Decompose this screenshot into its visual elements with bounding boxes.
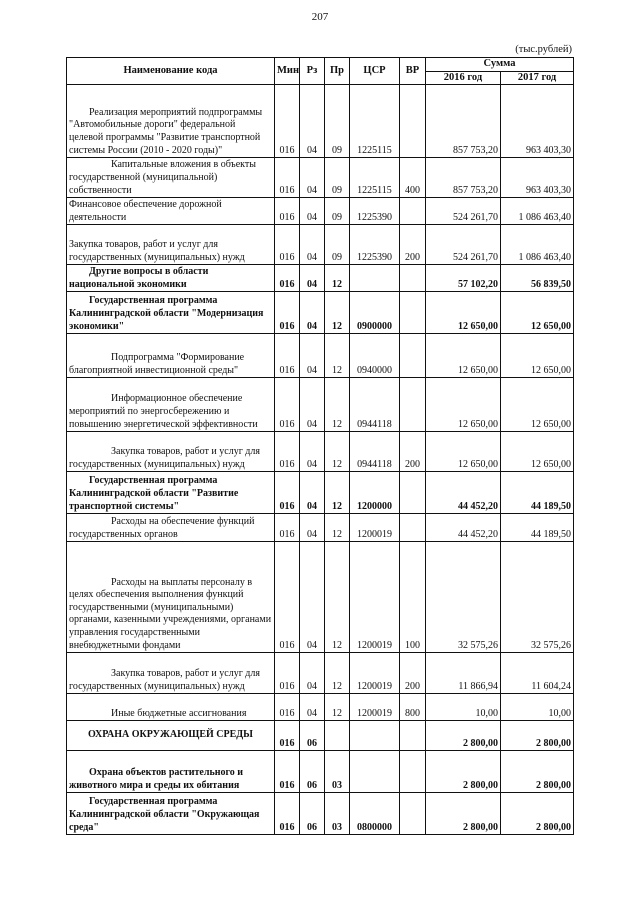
cell-pr: 03	[325, 751, 350, 793]
units-label: (тыс.рублей)	[515, 44, 572, 55]
cell-vr: 200	[400, 653, 426, 694]
cell-vr: 400	[400, 158, 426, 198]
cell-vr	[400, 793, 426, 835]
cell-vr: 100	[400, 542, 426, 653]
cell-2016: 2 800,00	[426, 793, 501, 835]
cell-csr: 0800000	[350, 793, 400, 835]
cell-csr: 1225390	[350, 198, 400, 225]
cell-rz: 04	[300, 432, 325, 472]
cell-csr: 1200019	[350, 514, 400, 542]
cell-2016: 524 261,70	[426, 198, 501, 225]
cell-2017: 1 086 463,40	[501, 198, 574, 225]
cell-vr	[400, 198, 426, 225]
cell-2016: 2 800,00	[426, 721, 501, 751]
cell-csr: 1200019	[350, 694, 400, 721]
cell-2016: 524 261,70	[426, 225, 501, 265]
cell-2016: 10,00	[426, 694, 501, 721]
header-csr: ЦСР	[350, 58, 400, 85]
cell-rz: 04	[300, 542, 325, 653]
cell-vr	[400, 85, 426, 158]
cell-2016: 44 452,20	[426, 472, 501, 514]
cell-csr: 0940000	[350, 334, 400, 378]
cell-csr: 1225115	[350, 85, 400, 158]
cell-csr: 1200019	[350, 653, 400, 694]
cell-2016: 2 800,00	[426, 751, 501, 793]
cell-pr: 12	[325, 334, 350, 378]
cell-min: 016	[275, 472, 300, 514]
cell-pr: 12	[325, 694, 350, 721]
cell-vr: 200	[400, 225, 426, 265]
header-pr: Пр	[325, 58, 350, 85]
cell-2016: 12 650,00	[426, 432, 501, 472]
cell-2016: 12 650,00	[426, 334, 501, 378]
row-name: Реализация мероприятий подпрограммы "Автомобильные дороги" федеральной целевой программы "Развитие транспортной системы России (2010 - 2020 годы)"	[67, 85, 275, 158]
cell-min: 016	[275, 514, 300, 542]
cell-pr: 12	[325, 378, 350, 432]
cell-vr	[400, 265, 426, 292]
cell-2017: 12 650,00	[501, 292, 574, 334]
cell-rz: 04	[300, 514, 325, 542]
cell-vr	[400, 292, 426, 334]
cell-csr: 1225390	[350, 225, 400, 265]
row-name: Другие вопросы в области национальной экономики	[67, 265, 275, 292]
cell-2017: 963 403,30	[501, 85, 574, 158]
header-2016: 2016 год	[426, 71, 501, 85]
row-name: Расходы на обеспечение функций государственных органов	[67, 514, 275, 542]
cell-pr: 03	[325, 793, 350, 835]
cell-rz: 04	[300, 198, 325, 225]
cell-min: 016	[275, 751, 300, 793]
cell-2017: 12 650,00	[501, 378, 574, 432]
cell-pr: 12	[325, 653, 350, 694]
cell-2016: 857 753,20	[426, 85, 501, 158]
cell-pr: 09	[325, 158, 350, 198]
cell-vr	[400, 514, 426, 542]
header-rz: Рз	[300, 58, 325, 85]
cell-2016: 44 452,20	[426, 514, 501, 542]
cell-csr: 1200000	[350, 472, 400, 514]
cell-2017: 963 403,30	[501, 158, 574, 198]
cell-rz: 04	[300, 265, 325, 292]
cell-pr: 09	[325, 225, 350, 265]
cell-pr: 12	[325, 432, 350, 472]
cell-2017: 1 086 463,40	[501, 225, 574, 265]
cell-csr: 0944118	[350, 432, 400, 472]
cell-min: 016	[275, 334, 300, 378]
cell-2016: 57 102,20	[426, 265, 501, 292]
cell-pr: 09	[325, 85, 350, 158]
cell-rz: 04	[300, 292, 325, 334]
header-2017: 2017 год	[501, 71, 574, 85]
cell-min: 016	[275, 198, 300, 225]
cell-2017: 2 800,00	[501, 793, 574, 835]
cell-pr: 12	[325, 292, 350, 334]
cell-min: 016	[275, 85, 300, 158]
row-name: Закупка товаров, работ и услуг для государственных (муниципальных) нужд	[67, 653, 275, 694]
cell-csr	[350, 721, 400, 751]
row-name: Закупка товаров, работ и услуг для государственных (муниципальных) нужд	[67, 432, 275, 472]
cell-2017: 12 650,00	[501, 432, 574, 472]
budget-table	[66, 57, 574, 835]
row-name: Охрана объектов растительного и животного мира и среды их обитания	[67, 751, 275, 793]
cell-min: 016	[275, 158, 300, 198]
cell-pr: 12	[325, 265, 350, 292]
cell-min: 016	[275, 432, 300, 472]
cell-vr	[400, 472, 426, 514]
cell-vr: 800	[400, 694, 426, 721]
cell-rz: 06	[300, 793, 325, 835]
cell-rz: 04	[300, 653, 325, 694]
row-name: Информационное обеспечение мероприятий по энергосбережению и повышению энергетической эффективности	[67, 378, 275, 432]
cell-csr	[350, 265, 400, 292]
cell-vr	[400, 751, 426, 793]
row-name: Государственная программа Калининградской области "Окружающая среда"	[67, 793, 275, 835]
cell-2016: 11 866,94	[426, 653, 501, 694]
cell-2016: 12 650,00	[426, 378, 501, 432]
row-name: Капитальные вложения в объекты государственной (муниципальной) собственности	[67, 158, 275, 198]
row-name: Государственная программа Калининградской области "Модернизация экономики"	[67, 292, 275, 334]
cell-vr	[400, 334, 426, 378]
cell-2017: 2 800,00	[501, 751, 574, 793]
cell-2016: 32 575,26	[426, 542, 501, 653]
cell-min: 016	[275, 292, 300, 334]
row-name: Финансовое обеспечение дорожной деятельности	[67, 198, 275, 225]
page-number: 207	[311, 11, 329, 23]
cell-min: 016	[275, 265, 300, 292]
cell-min: 016	[275, 542, 300, 653]
row-name: Подпрограмма "Формирование благоприятной инвестиционной среды"	[67, 334, 275, 378]
cell-2017: 56 839,50	[501, 265, 574, 292]
cell-pr: 12	[325, 472, 350, 514]
header-sum: Сумма	[426, 58, 574, 72]
cell-2017: 11 604,24	[501, 653, 574, 694]
row-name: Расходы на выплаты персоналу в целях обеспечения выполнения функций государственными (муниципальными) органами, казенными учреждениями, органами управления государственными внебюджетными фондами	[67, 542, 275, 653]
cell-pr: 12	[325, 514, 350, 542]
row-name: ОХРАНА ОКРУЖАЮЩЕЙ СРЕДЫ	[67, 721, 275, 751]
cell-min: 016	[275, 793, 300, 835]
cell-csr: 0944118	[350, 378, 400, 432]
cell-rz: 04	[300, 85, 325, 158]
cell-csr: 0900000	[350, 292, 400, 334]
cell-min: 016	[275, 721, 300, 751]
cell-min: 016	[275, 694, 300, 721]
cell-rz: 04	[300, 472, 325, 514]
cell-csr: 1225115	[350, 158, 400, 198]
cell-rz: 04	[300, 334, 325, 378]
cell-min: 016	[275, 225, 300, 265]
cell-2016: 12 650,00	[426, 292, 501, 334]
cell-csr	[350, 751, 400, 793]
cell-rz: 06	[300, 721, 325, 751]
cell-pr: 12	[325, 542, 350, 653]
cell-csr: 1200019	[350, 542, 400, 653]
cell-rz: 04	[300, 694, 325, 721]
cell-2016: 857 753,20	[426, 158, 501, 198]
cell-rz: 04	[300, 225, 325, 265]
cell-2017: 2 800,00	[501, 721, 574, 751]
cell-min: 016	[275, 378, 300, 432]
cell-vr: 200	[400, 432, 426, 472]
row-name: Закупка товаров, работ и услуг для государственных (муниципальных) нужд	[67, 225, 275, 265]
header-name: Наименование кода	[67, 58, 275, 85]
cell-2017: 44 189,50	[501, 514, 574, 542]
cell-2017: 12 650,00	[501, 334, 574, 378]
cell-rz: 04	[300, 158, 325, 198]
row-name: Государственная программа Калининградской области "Развитие транспортной системы"	[67, 472, 275, 514]
cell-min: 016	[275, 653, 300, 694]
cell-vr	[400, 721, 426, 751]
cell-2017: 10,00	[501, 694, 574, 721]
cell-rz: 06	[300, 751, 325, 793]
header-min: Мин	[275, 58, 300, 85]
cell-2017: 44 189,50	[501, 472, 574, 514]
cell-rz: 04	[300, 378, 325, 432]
cell-2017: 32 575,26	[501, 542, 574, 653]
row-name: Иные бюджетные ассигнования	[67, 694, 275, 721]
cell-pr: 09	[325, 198, 350, 225]
header-vr: ВР	[400, 58, 426, 85]
cell-vr	[400, 378, 426, 432]
cell-pr	[325, 721, 350, 751]
